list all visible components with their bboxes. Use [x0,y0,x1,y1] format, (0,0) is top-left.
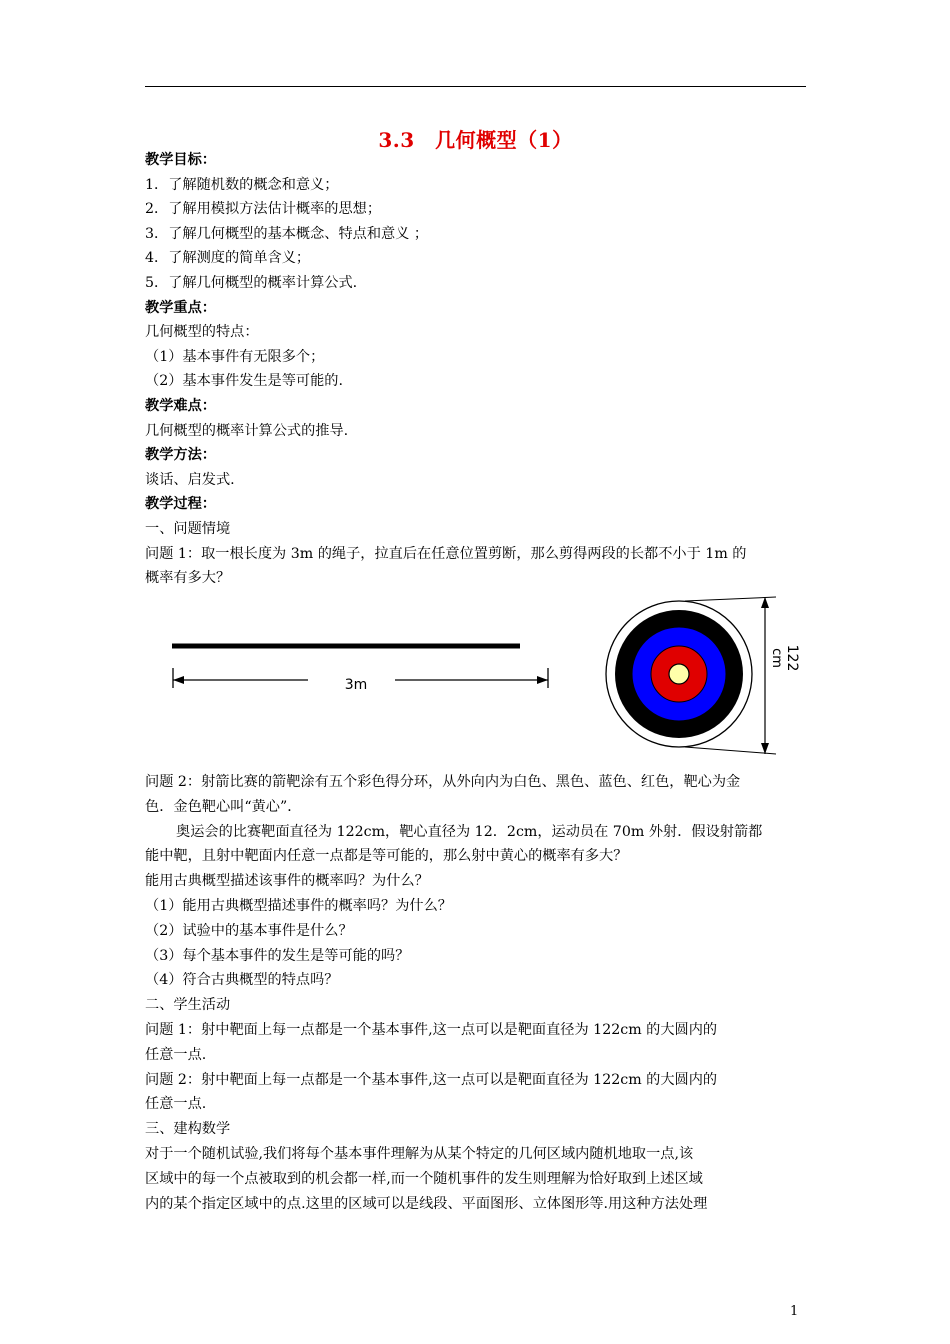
text-line: 几何概型的概率计算公式的推导. [145,422,349,439]
text-line: 色．金色靶心叫“黄心”． [145,798,302,815]
text-line: （4）符合古典概型的特点吗？ [145,972,339,989]
text-line: 内的某个指定区域中的点.这里的区域可以是线段、平面图形、立体图形等.用这种方法处理 [145,1195,708,1212]
text-line: 二、学生活动 [145,997,231,1014]
text-line: 教学重点： [145,299,216,316]
text-line: 三、建构数学 [145,1121,231,1138]
text-line: 问题 1：取一根长度为 3m 的绳子，拉直后在任意位置剪断，那么剪得两段的长都不小于 1m 的 [145,545,747,562]
text-line: 问题 2：射中靶面上每一点都是一个基本事件,这一点可以是靶面直径为 122cm 的大圆内的 [145,1071,718,1088]
target-ext-line-bottom [685,747,776,754]
target-bullseye-gold [669,664,689,684]
text-line: 几何概型的特点： [145,324,259,341]
rope-dim-arrow-left [173,676,184,684]
target-ext-line-top [685,597,776,601]
text-line: 2．了解用模拟方法估计概率的思想； [145,201,382,218]
text-line: 区域中的每一个点被取到的机会都一样,而一个随机事件的发生则理解为恰好取到上述区域 [145,1170,703,1187]
rope-length-label: 3m [344,677,368,693]
text-line: 概率有多大？ [145,570,231,587]
rope-dim-arrow-right [537,676,548,684]
text-line: （2）试验中的基本事件是什么？ [145,922,353,939]
text-line: 能用古典概型描述该事件的概率吗？为什么？ [145,873,429,890]
text-line: 问题 1：射中靶面上每一点都是一个基本事件,这一点可以是靶面直径为 122cm 的大圆内的 [145,1022,718,1038]
text-line: 任意一点. [145,1096,207,1113]
text-line: 能中靶，且射中靶面内任意一点都是等可能的，那么射中黄心的概率有多大？ [145,848,628,865]
page-number: 1 [790,1304,799,1319]
text-line: 教学方法： [145,447,216,464]
target-dim-arrow-top [761,597,769,608]
text-line: （1）基本事件有无限多个； [145,348,325,365]
text-line: 教学难点： [145,398,216,414]
target-diameter-value: 122 [784,644,800,672]
text-line: 奥运会的比赛靶面直径为 122cm，靶心直径为 12．2cm，运动员在 70m 外射．假设射箭都 [176,823,763,840]
text-line: 谈话、启发式. [145,471,235,488]
text-line: 5．了解几何概型的概率计算公式. [145,275,358,291]
header-rule [145,86,806,87]
page-title: 3.3 几何概型（1） [378,128,573,152]
figure-rope-and-target [140,590,840,765]
target-dim-arrow-bottom [761,743,769,754]
text-line: 4．了解测度的简单含义； [145,250,311,267]
text-line: 教学目标： [145,152,216,168]
text-line: 一、问题情境 [145,521,231,537]
text-line: 3．了解几何概型的基本概念、特点和意义 ； [145,225,429,242]
text-line: 任意一点. [145,1046,207,1063]
target-diameter-unit: cm [769,648,784,668]
text-line: （3）每个基本事件的发生是等可能的吗？ [145,947,410,964]
text-line: 问题 2：射箭比赛的箭靶涂有五个彩色得分环，从外向内为白色、黑色、蓝色、红色，靶心为金 [145,774,741,790]
text-line: （1）能用古典概型描述事件的概率吗？为什么？ [145,898,452,914]
text-line: 教学过程： [145,496,216,513]
text-line: 对于一个随机试验,我们将每个基本事件理解为从某个特定的几何区域内随机地取一点,该 [145,1146,694,1162]
text-line: 1．了解随机数的概念和意义； [145,176,339,193]
text-line: （2）基本事件发生是等可能的. [145,373,343,390]
